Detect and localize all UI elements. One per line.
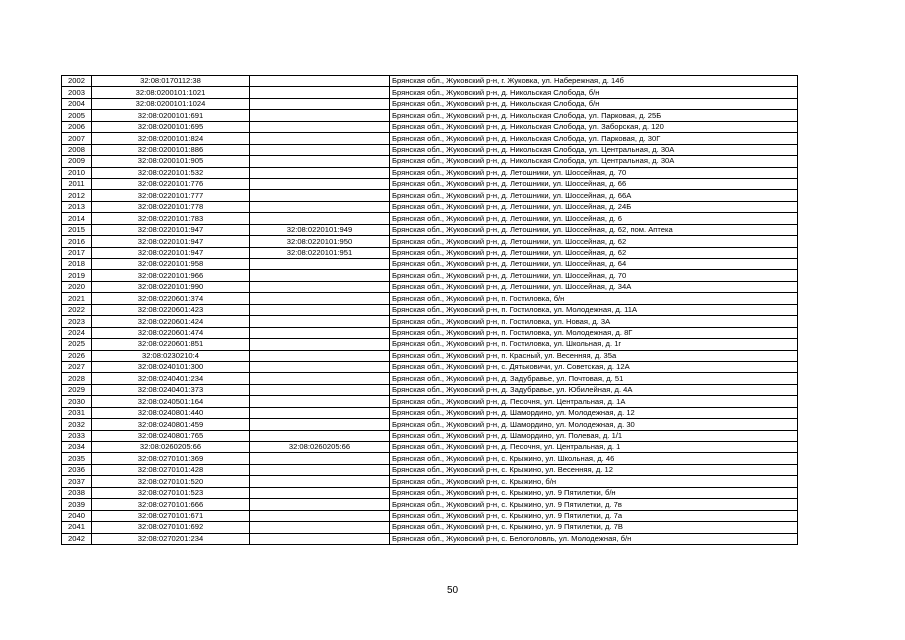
row-number-cell: 2015 <box>62 224 92 235</box>
row-number-cell: 2029 <box>62 384 92 395</box>
table-row <box>62 522 798 533</box>
row-number-cell: 2021 <box>62 293 92 304</box>
cadastral-number-cell: 32:08:0200101:824 <box>92 133 250 144</box>
address-cell: Брянская обл., Жуковский р-н, п. Красный, ул. Весенняя, д. 35а <box>390 350 798 361</box>
cadastral-number-cell: 32:08:0220101:776 <box>92 178 250 189</box>
related-cadastral-number-cell <box>250 384 390 395</box>
row-number-cell: 2042 <box>62 533 92 544</box>
address-cell: Брянская обл., Жуковский р-н, д. Никольская Слобода, ул. Центральная, д. 30А <box>390 144 798 155</box>
table-row <box>62 98 798 109</box>
address-cell: Брянская обл., Жуковский р-н, д. Летошники, ул. Шоссейная, д. 24Б <box>390 201 798 212</box>
cadastral-number-cell: 32:08:0270101:523 <box>92 487 250 498</box>
address-cell: Брянская обл., Жуковский р-н, с. Крыжино, ул. 9 Пятилетки, д. 7в <box>390 499 798 510</box>
address-cell: Брянская обл., Жуковский р-н, с. Белоголовль, ул. Молодежная, б/н <box>390 533 798 544</box>
related-cadastral-number-cell <box>250 167 390 178</box>
address-cell: Брянская обл., Жуковский р-н, с. Крыжино, ул. 9 Пятилетки, д. 7а <box>390 510 798 521</box>
cadastral-number-cell: 32:08:0200101:691 <box>92 110 250 121</box>
table-row <box>62 76 798 87</box>
related-cadastral-number-cell <box>250 213 390 224</box>
related-cadastral-number-cell <box>250 281 390 292</box>
cadastral-number-cell: 32:08:0220601:474 <box>92 327 250 338</box>
related-cadastral-number-cell <box>250 87 390 98</box>
related-cadastral-number-cell <box>250 419 390 430</box>
address-cell: Брянская обл., Жуковский р-н, д. Никольская Слобода, ул. Парковая, д. 30Г <box>390 133 798 144</box>
cadastral-number-cell: 32:08:0220101:783 <box>92 213 250 224</box>
cadastral-number-cell: 32:08:0220601:851 <box>92 339 250 350</box>
table-row <box>62 281 798 292</box>
cadastral-number-cell: 32:08:0220601:424 <box>92 316 250 327</box>
table-row <box>62 247 798 258</box>
row-number-cell: 2023 <box>62 316 92 327</box>
related-cadastral-number-cell <box>250 396 390 407</box>
related-cadastral-number-cell <box>250 156 390 167</box>
row-number-cell: 2016 <box>62 236 92 247</box>
cadastral-number-cell: 32:08:0220601:374 <box>92 293 250 304</box>
row-number-cell: 2004 <box>62 98 92 109</box>
table-row <box>62 419 798 430</box>
related-cadastral-number-cell <box>250 339 390 350</box>
address-cell: Брянская обл., Жуковский р-н, д. Задубравье, ул. Юбилейная, д. 4А <box>390 384 798 395</box>
cadastral-number-cell: 32:08:0240801:459 <box>92 419 250 430</box>
property-registry-table <box>61 75 798 545</box>
table-row <box>62 453 798 464</box>
related-cadastral-number-cell <box>250 453 390 464</box>
cadastral-number-cell: 32:08:0270101:692 <box>92 522 250 533</box>
cadastral-number-cell: 32:08:0220101:947 <box>92 224 250 235</box>
address-cell: Брянская обл., Жуковский р-н, п. Гостиловка, ул. Новая, д. 3А <box>390 316 798 327</box>
related-cadastral-number-cell <box>250 293 390 304</box>
cadastral-number-cell: 32:08:0220101:958 <box>92 259 250 270</box>
row-number-cell: 2022 <box>62 304 92 315</box>
address-cell: Брянская обл., Жуковский р-н, д. Никольская Слобода, ул. Парковая, д. 25Б <box>390 110 798 121</box>
row-number-cell: 2028 <box>62 373 92 384</box>
related-cadastral-number-cell <box>250 407 390 418</box>
cadastral-number-cell: 32:08:0220101:947 <box>92 236 250 247</box>
table-row <box>62 213 798 224</box>
related-cadastral-number-cell <box>250 259 390 270</box>
row-number-cell: 2007 <box>62 133 92 144</box>
related-cadastral-number-cell <box>250 522 390 533</box>
cadastral-number-cell: 32:08:0270201:234 <box>92 533 250 544</box>
related-cadastral-number-cell <box>250 178 390 189</box>
cadastral-number-cell: 32:08:0240801:440 <box>92 407 250 418</box>
table-row <box>62 304 798 315</box>
row-number-cell: 2024 <box>62 327 92 338</box>
table-row <box>62 156 798 167</box>
address-cell: Брянская обл., Жуковский р-н, с. Крыжино, ул. 9 Пятилетки, д. 7В <box>390 522 798 533</box>
row-number-cell: 2030 <box>62 396 92 407</box>
address-cell: Брянская обл., Жуковский р-н, д. Песочня, ул. Центральная, д. 1 <box>390 442 798 453</box>
row-number-cell: 2040 <box>62 510 92 521</box>
address-cell: Брянская обл., Жуковский р-н, г. Жуковка, ул. Набережная, д. 14б <box>390 76 798 87</box>
address-cell: Брянская обл., Жуковский р-н, д. Летошники, ул. Шоссейная, д. 62, пом. Аптека <box>390 224 798 235</box>
related-cadastral-number-cell <box>250 476 390 487</box>
related-cadastral-number-cell <box>250 76 390 87</box>
address-cell: Брянская обл., Жуковский р-н, д. Летошники, ул. Шоссейная, д. 66 <box>390 178 798 189</box>
table-row <box>62 224 798 235</box>
related-cadastral-number-cell <box>250 499 390 510</box>
table-row <box>62 430 798 441</box>
table-row <box>62 407 798 418</box>
related-cadastral-number-cell: 32:08:0220101:950 <box>250 236 390 247</box>
row-number-cell: 2041 <box>62 522 92 533</box>
table-row <box>62 361 798 372</box>
cadastral-number-cell: 32:08:0240401:234 <box>92 373 250 384</box>
cadastral-number-cell: 32:08:0230210:4 <box>92 350 250 361</box>
address-cell: Брянская обл., Жуковский р-н, д. Летошники, ул. Шоссейная, д. 70 <box>390 270 798 281</box>
address-cell: Брянская обл., Жуковский р-н, п. Гостиловка, ул. Школьная, д. 1г <box>390 339 798 350</box>
table-row <box>62 190 798 201</box>
related-cadastral-number-cell <box>250 270 390 281</box>
row-number-cell: 2026 <box>62 350 92 361</box>
address-cell: Брянская обл., Жуковский р-н, д. Летошники, ул. Шоссейная, д. 64 <box>390 259 798 270</box>
table-row <box>62 144 798 155</box>
cadastral-number-cell: 32:08:0220101:990 <box>92 281 250 292</box>
table-row <box>62 487 798 498</box>
address-cell: Брянская обл., Жуковский р-н, с. Дятьковичи, ул. Советская, д. 12А <box>390 361 798 372</box>
cadastral-number-cell: 32:08:0270101:369 <box>92 453 250 464</box>
cadastral-number-cell: 32:08:0240401:373 <box>92 384 250 395</box>
row-number-cell: 2005 <box>62 110 92 121</box>
related-cadastral-number-cell <box>250 316 390 327</box>
table-row <box>62 87 798 98</box>
table-row <box>62 476 798 487</box>
row-number-cell: 2031 <box>62 407 92 418</box>
related-cadastral-number-cell <box>250 144 390 155</box>
cadastral-number-cell: 32:08:0200101:1021 <box>92 87 250 98</box>
table-row <box>62 110 798 121</box>
row-number-cell: 2003 <box>62 87 92 98</box>
row-number-cell: 2019 <box>62 270 92 281</box>
table-row <box>62 201 798 212</box>
table-row <box>62 270 798 281</box>
row-number-cell: 2034 <box>62 442 92 453</box>
address-cell: Брянская обл., Жуковский р-н, д. Летошники, ул. Шоссейная, д. 62 <box>390 236 798 247</box>
row-number-cell: 2002 <box>62 76 92 87</box>
related-cadastral-number-cell <box>250 98 390 109</box>
row-number-cell: 2009 <box>62 156 92 167</box>
address-cell: Брянская обл., Жуковский р-н, д. Шамордино, ул. Молодежная, д. 12 <box>390 407 798 418</box>
address-cell: Брянская обл., Жуковский р-н, д. Никольская Слобода, б/н <box>390 98 798 109</box>
row-number-cell: 2011 <box>62 178 92 189</box>
cadastral-number-cell: 32:08:0220101:947 <box>92 247 250 258</box>
address-cell: Брянская обл., Жуковский р-н, с. Крыжино, ул. 9 Пятилетки, б/н <box>390 487 798 498</box>
table-row <box>62 350 798 361</box>
row-number-cell: 2013 <box>62 201 92 212</box>
address-cell: Брянская обл., Жуковский р-н, с. Крыжино, б/н <box>390 476 798 487</box>
row-number-cell: 2018 <box>62 259 92 270</box>
address-cell: Брянская обл., Жуковский р-н, п. Гостиловка, ул. Молодежная, д. 8Г <box>390 327 798 338</box>
address-cell: Брянская обл., Жуковский р-н, д. Летошники, ул. Шоссейная, д. 62 <box>390 247 798 258</box>
address-cell: Брянская обл., Жуковский р-н, п. Гостиловка, б/н <box>390 293 798 304</box>
related-cadastral-number-cell <box>250 327 390 338</box>
cadastral-number-cell: 32:08:0220101:778 <box>92 201 250 212</box>
related-cadastral-number-cell <box>250 361 390 372</box>
row-number-cell: 2037 <box>62 476 92 487</box>
row-number-cell: 2020 <box>62 281 92 292</box>
table-row <box>62 133 798 144</box>
related-cadastral-number-cell <box>250 121 390 132</box>
address-cell: Брянская обл., Жуковский р-н, д. Шамордино, ул. Полевая, д. 1/1 <box>390 430 798 441</box>
row-number-cell: 2012 <box>62 190 92 201</box>
table-row <box>62 373 798 384</box>
table-row <box>62 327 798 338</box>
related-cadastral-number-cell <box>250 201 390 212</box>
row-number-cell: 2032 <box>62 419 92 430</box>
related-cadastral-number-cell <box>250 190 390 201</box>
registry-table-body <box>62 76 798 545</box>
cadastral-number-cell: 32:08:0200101:905 <box>92 156 250 167</box>
table-row <box>62 510 798 521</box>
row-number-cell: 2008 <box>62 144 92 155</box>
cadastral-number-cell: 32:08:0270101:666 <box>92 499 250 510</box>
address-cell: Брянская обл., Жуковский р-н, п. Гостиловка, ул. Молодежная, д. 11А <box>390 304 798 315</box>
table-row <box>62 178 798 189</box>
row-number-cell: 2010 <box>62 167 92 178</box>
table-row <box>62 396 798 407</box>
page-number: 50 <box>446 585 459 596</box>
table-row <box>62 533 798 544</box>
cadastral-number-cell: 32:08:0220101:777 <box>92 190 250 201</box>
related-cadastral-number-cell <box>250 373 390 384</box>
table-row <box>62 339 798 350</box>
row-number-cell: 2027 <box>62 361 92 372</box>
address-cell: Брянская обл., Жуковский р-н, д. Задубравье, ул. Почтовая, д. 51 <box>390 373 798 384</box>
address-cell: Брянская обл., Жуковский р-н, д. Шамордино, ул. Молодежная, д. 30 <box>390 419 798 430</box>
related-cadastral-number-cell <box>250 487 390 498</box>
row-number-cell: 2025 <box>62 339 92 350</box>
address-cell: Брянская обл., Жуковский р-н, д. Летошники, ул. Шоссейная, д. 6 <box>390 213 798 224</box>
related-cadastral-number-cell <box>250 510 390 521</box>
row-number-cell: 2035 <box>62 453 92 464</box>
row-number-cell: 2017 <box>62 247 92 258</box>
address-cell: Брянская обл., Жуковский р-н, с. Крыжино, ул. Школьная, д. 46 <box>390 453 798 464</box>
row-number-cell: 2039 <box>62 499 92 510</box>
related-cadastral-number-cell <box>250 350 390 361</box>
address-cell: Брянская обл., Жуковский р-н, д. Песочня, ул. Центральная, д. 1А <box>390 396 798 407</box>
table-row <box>62 499 798 510</box>
related-cadastral-number-cell: 32:08:0220101:949 <box>250 224 390 235</box>
address-cell: Брянская обл., Жуковский р-н, д. Никольская Слобода, ул. Заборская, д. 120 <box>390 121 798 132</box>
address-cell: Брянская обл., Жуковский р-н, с. Крыжино, ул. Весенняя, д. 12 <box>390 464 798 475</box>
address-cell: Брянская обл., Жуковский р-н, д. Летошники, ул. Шоссейная, д. 70 <box>390 167 798 178</box>
related-cadastral-number-cell <box>250 464 390 475</box>
cadastral-number-cell: 32:08:0260205:66 <box>92 442 250 453</box>
table-row <box>62 464 798 475</box>
cadastral-number-cell: 32:08:0240501:164 <box>92 396 250 407</box>
cadastral-number-cell: 32:08:0200101:886 <box>92 144 250 155</box>
cadastral-number-cell: 32:08:0270101:428 <box>92 464 250 475</box>
row-number-cell: 2038 <box>62 487 92 498</box>
cadastral-number-cell: 32:08:0220101:966 <box>92 270 250 281</box>
related-cadastral-number-cell <box>250 304 390 315</box>
cadastral-number-cell: 32:08:0270101:520 <box>92 476 250 487</box>
address-cell: Брянская обл., Жуковский р-н, д. Летошники, ул. Шоссейная, д. 34А <box>390 281 798 292</box>
cadastral-number-cell: 32:08:0220601:423 <box>92 304 250 315</box>
cadastral-number-cell: 32:08:0240101:300 <box>92 361 250 372</box>
row-number-cell: 2006 <box>62 121 92 132</box>
table-row <box>62 384 798 395</box>
table-row <box>62 442 798 453</box>
row-number-cell: 2036 <box>62 464 92 475</box>
table-row <box>62 316 798 327</box>
related-cadastral-number-cell <box>250 133 390 144</box>
cadastral-number-cell: 32:08:0170112:38 <box>92 76 250 87</box>
table-row <box>62 121 798 132</box>
related-cadastral-number-cell: 32:08:0220101:951 <box>250 247 390 258</box>
row-number-cell: 2033 <box>62 430 92 441</box>
cadastral-number-cell: 32:08:0220101:532 <box>92 167 250 178</box>
table-row <box>62 236 798 247</box>
address-cell: Брянская обл., Жуковский р-н, д. Летошники, ул. Шоссейная, д. 66А <box>390 190 798 201</box>
table-row <box>62 167 798 178</box>
cadastral-number-cell: 32:08:0200101:695 <box>92 121 250 132</box>
row-number-cell: 2014 <box>62 213 92 224</box>
address-cell: Брянская обл., Жуковский р-н, д. Никольская Слобода, ул. Центральная, д. 30А <box>390 156 798 167</box>
cadastral-number-cell: 32:08:0270101:671 <box>92 510 250 521</box>
related-cadastral-number-cell <box>250 533 390 544</box>
address-cell: Брянская обл., Жуковский р-н, д. Никольская Слобода, б/н <box>390 87 798 98</box>
table-row <box>62 293 798 304</box>
cadastral-number-cell: 32:08:0240801:765 <box>92 430 250 441</box>
related-cadastral-number-cell <box>250 110 390 121</box>
related-cadastral-number-cell <box>250 430 390 441</box>
related-cadastral-number-cell: 32:08:0260205:66 <box>250 442 390 453</box>
table-row <box>62 259 798 270</box>
cadastral-number-cell: 32:08:0200101:1024 <box>92 98 250 109</box>
